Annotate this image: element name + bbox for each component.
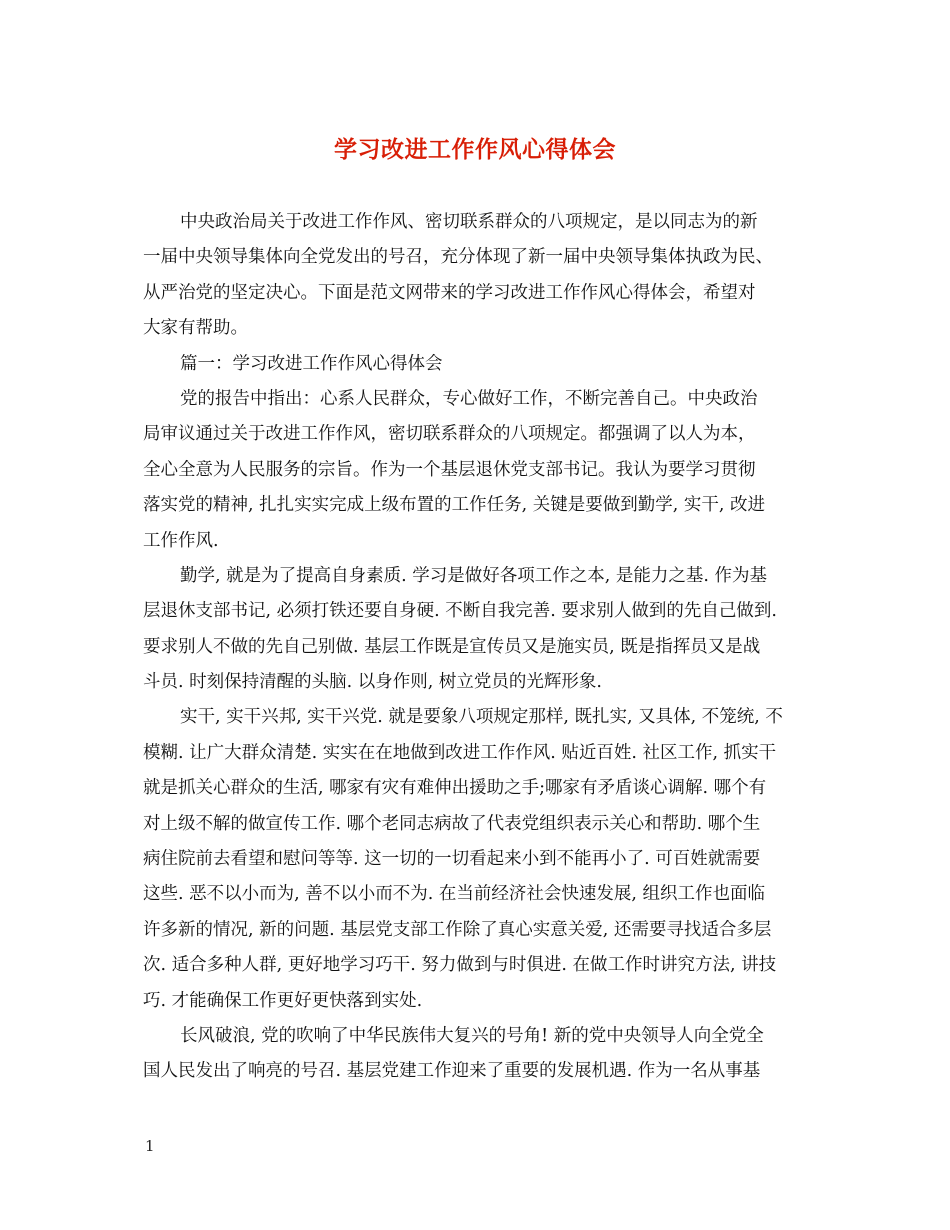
text-line: 工作作风. xyxy=(143,530,219,551)
text-line: 斗员. 时刻保持清醒的头脑. 以身作则, 树立党员的光辉形象. xyxy=(143,672,602,693)
text-line: 次. 适合多种人群, 更好地学习巧干. 努力做到与时俱进. 在做工作时讲究方法, 讲技 xyxy=(143,955,777,976)
text-line: 要求别人不做的先自己别做. 基层工作既是宣传员又是施实员, 既是指挥员又是战 xyxy=(143,636,761,657)
text-line: 病住院前去看望和慰问等等. 这一切的一切看起来小到不能再小了. 可百姓就需要 xyxy=(143,849,761,870)
text-line: 党的报告中指出：心系人民群众，专心做好工作，不断完善自己。中央政治 xyxy=(180,388,758,409)
text-line: 全心全意为人民服务的宗旨。作为一个基层退休党支部书记。我认为要学习贯彻 xyxy=(143,459,756,480)
text-line: 实干, 实干兴邦, 实干兴党. 就是要象八项规定那样, 既扎实, 又具体, 不笼统, 不 xyxy=(180,707,783,728)
text-line: 许多新的情况, 新的问题. 基层党支部工作除了真心实意关爱, 还需要寻找适合多层 xyxy=(143,919,772,940)
document-body xyxy=(143,205,823,1090)
text-line: 层退休支部书记, 必须打铁还要自身硬. 不断自我完善. 要求别人做到的先自己做到. xyxy=(143,601,777,622)
text-line: 巧. 才能确保工作更好更快落到实处. xyxy=(143,990,423,1011)
text-line: 对上级不解的做宣传工作. 哪个老同志病故了代表党组织表示关心和帮助. 哪个生 xyxy=(143,813,761,834)
text-line: 这些. 恶不以小而为, 善不以小而不为. 在当前经济社会快速发展, 组织工作也面临 xyxy=(143,884,765,905)
text-line: 落实党的精神, 扎扎实实完成上级布置的工作任务, 关键是要做到勤学, 实干, 改进 xyxy=(143,495,765,516)
text-line: 模糊. 让广大群众清楚. 实实在在地做到改进工作作风. 贴近百姓. 社区工作, 抓实干 xyxy=(143,742,777,763)
text-line: 国人民发出了响亮的号召. 基层党建工作迎来了重要的发展机遇. 作为一名从事基 xyxy=(143,1061,761,1082)
document-title: 学习改进工作作风心得体会 xyxy=(334,136,616,163)
text-line: 局审议通过关于改进工作作风，密切联系群众的八项规定。都强调了以人为本， xyxy=(143,424,756,445)
text-line: 中央政治局关于改进工作作风、密切联系群众的八项规定，是以同志为的新 xyxy=(180,212,758,232)
text-line: 一届中央领导集体向全党发出的号召，充分体现了新一届中央领导集体执政为民、 xyxy=(143,247,773,268)
text-line: 勤学, 就是为了提高自身素质. 学习是做好各项工作之本, 是能力之基. 作为基 xyxy=(180,565,767,586)
page-number: 1 xyxy=(145,1137,155,1155)
text-line: 就是抓关心群众的生活, 哪家有灾有难伸出援助之手;哪家有矛盾谈心调解. 哪个有 xyxy=(143,778,767,799)
text-line: 篇一：学习改进工作作风心得体会 xyxy=(180,353,443,374)
text-line: 长风破浪, 党的吹响了中华民族伟大复兴的号角! 新的党中央领导人向全党全 xyxy=(180,1025,764,1046)
text-line: 从严治党的坚定决心。下面是范文网带来的学习改进工作作风心得体会，希望对 xyxy=(143,282,756,303)
text-line: 大家有帮助。 xyxy=(143,318,248,339)
